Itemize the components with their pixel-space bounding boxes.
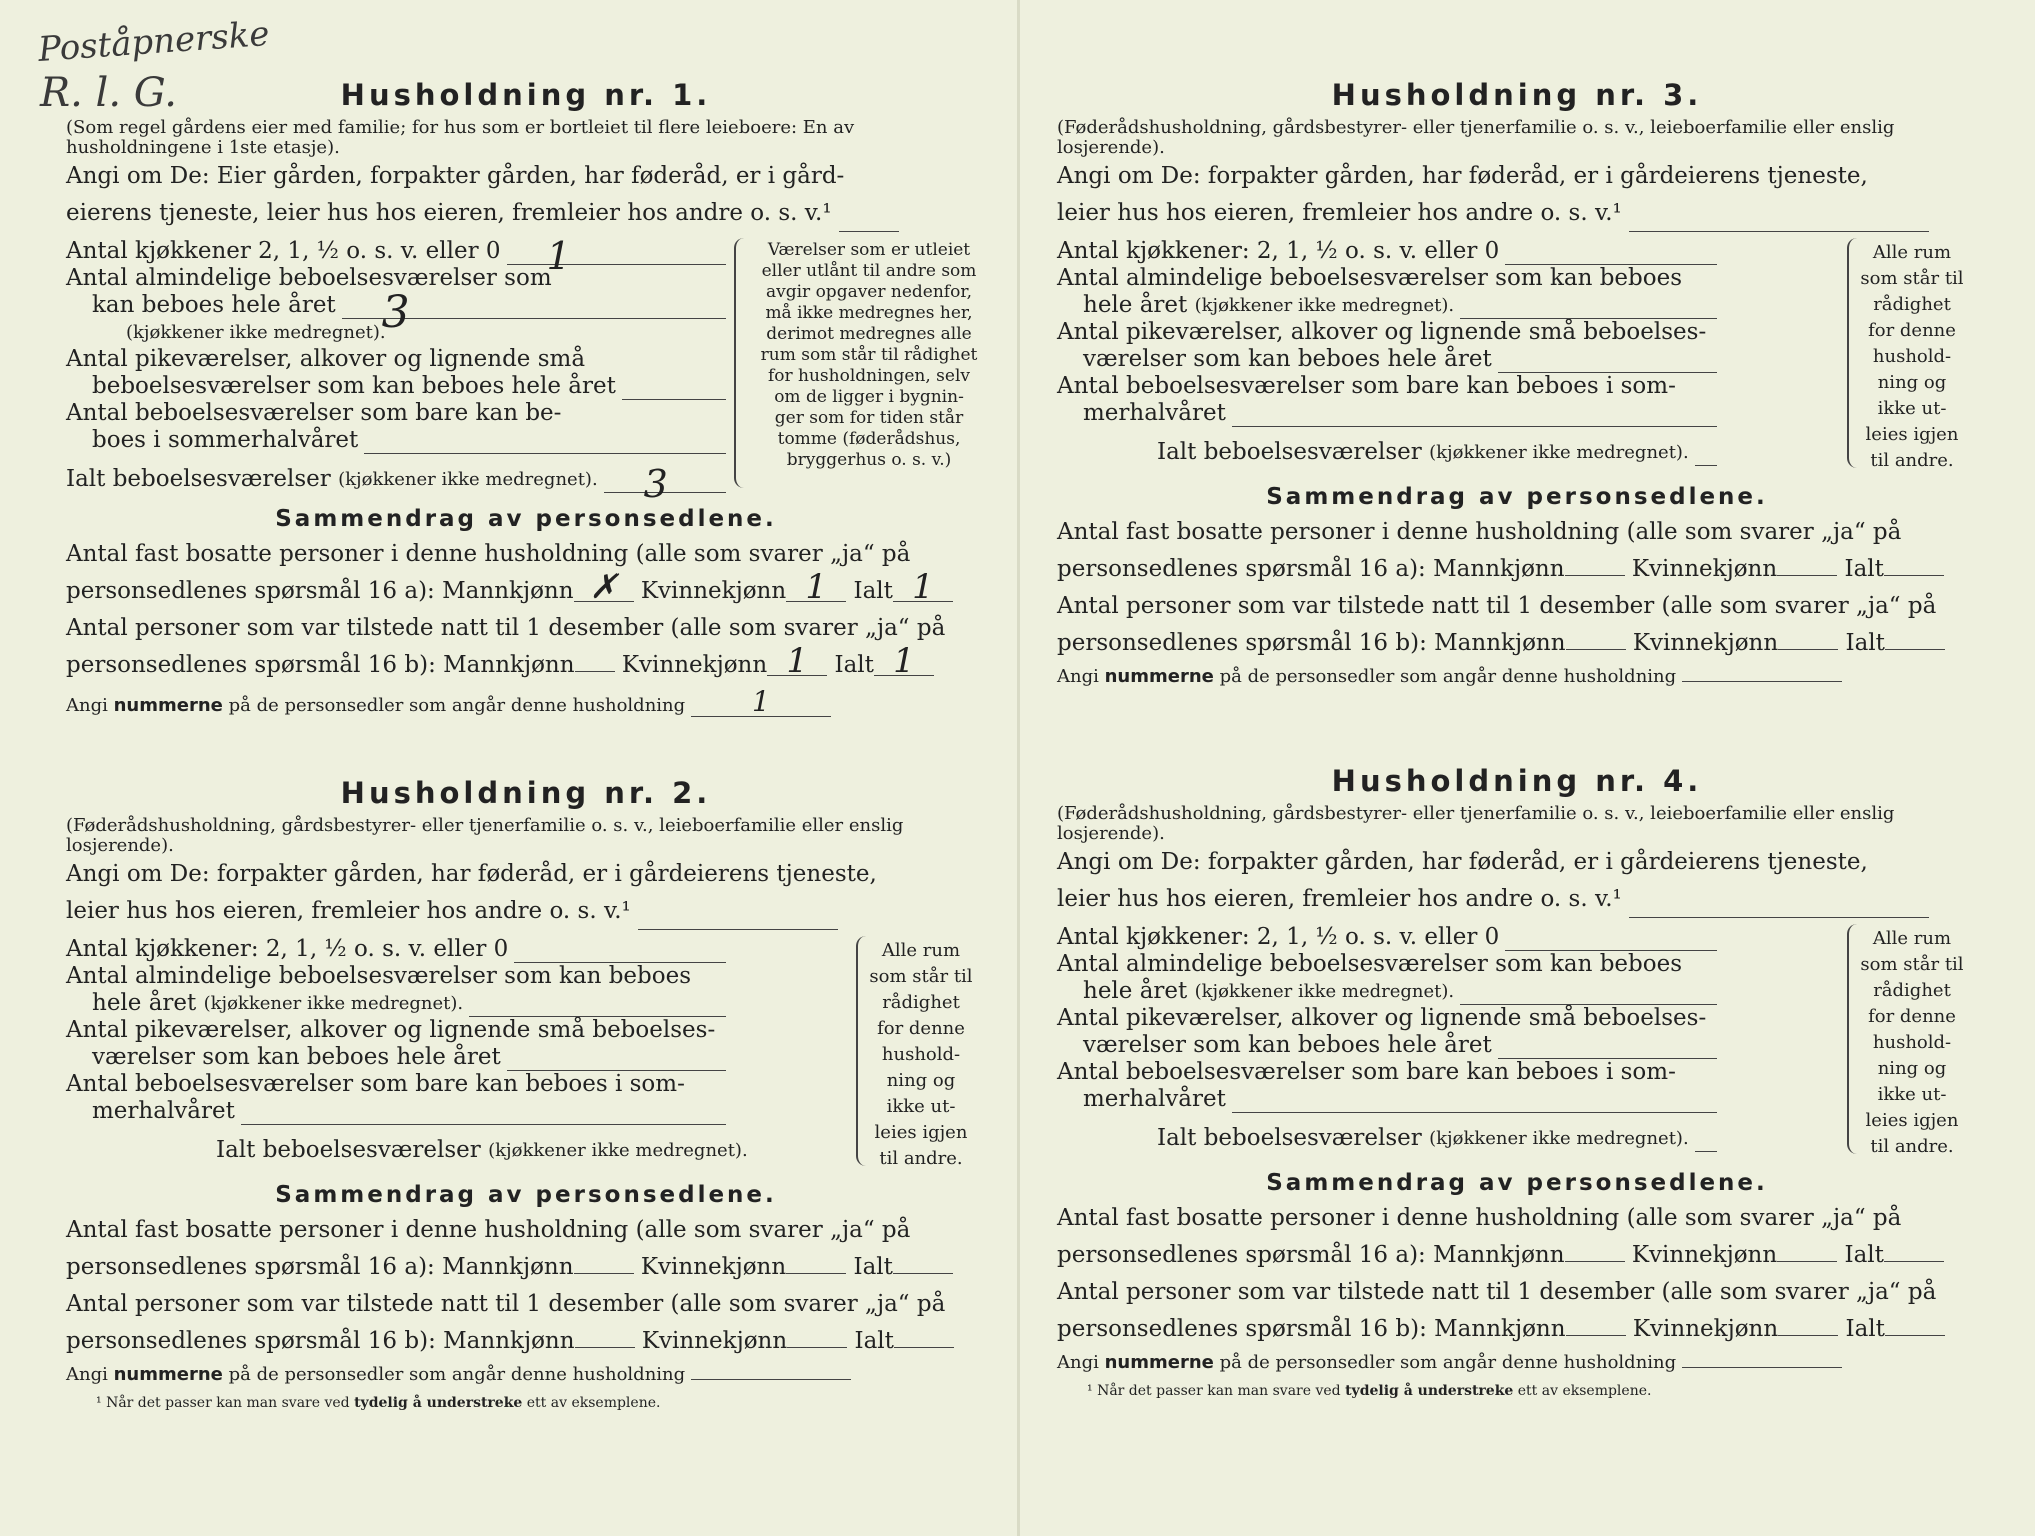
household-4-note: (Føderådshusholdning, gårdsbestyrer- eller tjenerfamilie o. s. v., leieboerfamilie eller enslig losjerende). [1057,803,1895,844]
fast-female-value[interactable]: 1 [786,573,846,602]
present-total-value[interactable] [894,1347,954,1348]
summary-fast-label: Antal fast bosatte personer i denne husholdning (alle som svarer „ja“ på [1057,519,1902,545]
household-3 [1057,78,1977,687]
side-note-rooms: Alle rum som står til rådighet for denne hushold- ning og ikke ut- leies igjen til andre. [1860,242,1964,471]
household-2 [66,776,986,1411]
household-3-ask-a: Angi om De: forpakter gården, har føderåd, er i gårdeierens tjeneste, [1057,163,1868,189]
summary-present-label: Antal personer som var tilstede natt til 1 desember (alle som svarer „ja“ på [1057,593,1937,619]
summary-fast-label: Antal fast bosatte personer i denne husholdning (alle som svarer „ja“ på [66,1217,911,1243]
household-2-ask-b: leier hus hos eieren, fremleier hos andre o. s. v.¹ [66,893,986,930]
summary-title: Sammendrag av personsedlene. [1266,484,1768,510]
summary-fast-row: personsedlenes spørsmål 16 a): Mannkjønn ✗ Kvinnekjønn 1 Ialt 1 [66,573,986,610]
fast-male-value[interactable] [1565,1261,1625,1262]
summary-title: Sammendrag av personsedlene. [275,506,777,532]
summary-present-label: Antal personer som var tilstede natt til 1 desember (alle som svarer „ja“ på [66,1291,946,1317]
fast-male-value[interactable] [574,1273,634,1274]
present-female-value[interactable] [787,1347,847,1348]
rooms-regular-value[interactable]: 3 [342,296,726,319]
household-4-room-rows: Antal kjøkkener: 2, 1, ½ o. s. v. eller 0 Antal almindelige beboelsesværelser som kan beboes hele året (kjøkkener ikke medregnet). Antal pikeværelser, alkover og lignende små beboelses- værelser som kan beboes hele året Antal beboelsesværelser som bare kan beboes i som- merhalvåret Ialt beboelsesværelser (kjøkkener ikke medregnet). [1057,924,1717,1152]
kitchens-label: Antal kjøkkener 2, 1, ½ o. s. v. eller 0 [66,238,501,264]
kitchens-value[interactable] [1505,242,1717,265]
household-3-room-rows: Antal kjøkkener: 2, 1, ½ o. s. v. eller 0 Antal almindelige beboelsesværelser som kan beboes hele året (kjøkkener ikke medregnet). Antal pikeværelser, alkover og lignende små beboelses- værelser som kan beboes hele året Antal beboelsesværelser som bare kan beboes i som- merhalvåret Ialt beboelsesværelser (kjøkkener ikke medregnet). [1057,238,1717,466]
rooms-small-label: Antal pikeværelser, alkover og lignende små [66,346,586,372]
rooms-small-value[interactable] [1498,1036,1717,1059]
household-2-room-rows: Antal kjøkkener: 2, 1, ½ o. s. v. eller 0 Antal almindelige beboelsesværelser som kan beboes hele året (kjøkkener ikke medregnet). Antal pikeværelser, alkover og lignende små beboelses- værelser som kan beboes hele året Antal beboelsesværelser som bare kan beboes i som- merhalvåret Ialt beboelsesværelser (kjøkkener ikke medregnet). [66,936,748,1163]
household-1-ask-a: Angi om De: Eier gården, forpakter gården, har føderåd, er i gård- [66,163,845,189]
present-male-value[interactable] [575,1347,635,1348]
numbers-value[interactable] [1682,1367,1842,1368]
present-male-value[interactable] [1566,1335,1626,1336]
fast-total-value[interactable] [1884,1261,1944,1262]
rooms-regular-value[interactable] [1460,982,1717,1005]
rooms-total-value[interactable] [1695,1129,1717,1152]
household-4-title: Husholdning nr. 4. [1331,764,1703,798]
rooms-summer-label: Antal beboelsesværelser som bare kan be- [66,400,562,426]
numbers-row: Angi nummerne på de personsedler som angår denne husholdning [1057,666,1977,687]
fast-female-value[interactable] [1777,575,1837,576]
summary-present-row: personsedlenes spørsmål 16 b): Mannkjønn Kvinnekjønn Ialt [1057,625,1977,662]
rooms-summer-value[interactable] [1232,1090,1717,1113]
side-note-first: Værelser som er utleiet eller utlånt til andre som avgir opgaver nedenfor, må ikke medregnes her, derimot medregnes alle rum som står til rådighet for husholdningen, selv om de ligger i bygnin- ger som for tiden står tomme (føderådshus, bryggerhus o. s. v.) [760,240,978,470]
rooms-total-value[interactable]: 3 [604,470,726,493]
summary-fast-label: Antal fast bosatte personer i denne husholdning (alle som svarer „ja“ på [66,541,911,567]
household-1-rooms [66,234,986,506]
footnote: ¹ Når det passer kan man svare ved tydelig å understreke ett av eksemplene. [96,1395,661,1411]
present-female-value[interactable] [1778,1335,1838,1336]
present-female-value[interactable] [1778,649,1838,650]
margin-note-1: Poståpnerske [36,13,271,71]
present-female-value[interactable]: 1 [767,647,827,676]
household-3-title: Husholdning nr. 3. [1331,78,1703,112]
numbers-row: Angi nummerne på de personsedler som angår denne husholdning 1 [66,688,986,717]
rooms-small-value[interactable] [1498,350,1717,373]
present-total-value[interactable] [1885,649,1945,650]
fast-total-value[interactable] [1884,575,1944,576]
household-1-ask-b: eierens tjeneste, leier hus hos eieren, fremleier hos andre o. s. v.¹ [66,195,986,232]
summary-present-label: Antal personer som var tilstede natt til 1 desember (alle som svarer „ja“ på [1057,1279,1937,1305]
household-2-note: (Føderådshusholdning, gårdsbestyrer- eller tjenerfamilie o. s. v., leieboerfamilie eller enslig losjerende). [66,815,904,856]
summary-present-row: personsedlenes spørsmål 16 b): Mannkjønn Kvinnekjønn Ialt [1057,1311,1977,1348]
household-2-ask-a: Angi om De: forpakter gården, har føderåd, er i gårdeierens tjeneste, [66,861,877,887]
household-3-ask-b: leier hus hos eieren, fremleier hos andre o. s. v.¹ [1057,195,1977,232]
household-4-ask-a: Angi om De: forpakter gården, har føderåd, er i gårdeierens tjeneste, [1057,849,1868,875]
household-1-note: (Som regel gårdens eier med familie; for hus som er bortleiet til flere leieboere: En av husholdningene i 1ste etasje). [66,117,855,158]
kitchens-value[interactable] [514,940,726,963]
rooms-small-value[interactable] [507,1048,726,1071]
numbers-value[interactable] [1682,681,1842,682]
fast-total-value[interactable]: 1 [893,573,953,602]
fast-total-value[interactable] [893,1273,953,1274]
rooms-regular-value[interactable] [1460,296,1717,319]
footnote: ¹ Når det passer kan man svare ved tydelig å understreke ett av eksemplene. [1087,1383,1652,1399]
rooms-total-label: Ialt beboelsesværelser [66,466,331,492]
household-4 [1057,764,1977,1399]
page-fold [1017,0,1020,1536]
household-1-title: Husholdning nr. 1. [340,78,712,112]
fast-female-value[interactable] [786,1273,846,1274]
side-note-rooms: Alle rum som står til rådighet for denne hushold- ning og ikke ut- leies igjen til andre. [869,940,973,1169]
summary-present-row: personsedlenes spørsmål 16 b): Mannkjønn Kvinnekjønn Ialt [66,1323,986,1360]
summary-fast-label: Antal fast bosatte personer i denne husholdning (alle som svarer „ja“ på [1057,1205,1902,1231]
household-2-title: Husholdning nr. 2. [340,776,712,810]
present-male-value[interactable] [1566,649,1626,650]
margin-note-2: R. l. G. [40,70,178,116]
side-note-rooms: Alle rum som står til rådighet for denne hushold- ning og ikke ut- leies igjen til andre. [1860,928,1964,1157]
fast-female-value[interactable] [1777,1261,1837,1262]
rooms-total-value[interactable] [1695,443,1717,466]
numbers-value[interactable]: 1 [691,688,831,717]
rooms-regular-value[interactable] [469,994,726,1017]
numbers-row: Angi nummerne på de personsedler som angår denne husholdning [66,1364,986,1385]
rooms-summer-value[interactable] [364,431,726,454]
rooms-summer-value[interactable] [1232,404,1717,427]
present-male-value[interactable] [575,671,615,672]
summary-fast-row: personsedlenes spørsmål 16 a): Mannkjønn Kvinnekjønn Ialt [66,1249,986,1286]
numbers-row: Angi nummerne på de personsedler som angår denne husholdning [1057,1352,1977,1373]
household-4-rooms [1057,924,1977,1164]
numbers-value[interactable] [691,1379,851,1380]
present-total-value[interactable]: 1 [874,647,934,676]
summary-present-label: Antal personer som var tilstede natt til 1 desember (alle som svarer „ja“ på [66,615,946,641]
household-3-rooms [1057,238,1977,478]
rooms-regular-label: Antal almindelige beboelsesværelser som [66,265,552,291]
summary-title: Sammendrag av personsedlene. [275,1182,777,1208]
present-total-value[interactable] [1885,1335,1945,1336]
kitchens-value[interactable]: 1 [507,242,726,265]
summary-title: Sammendrag av personsedlene. [1266,1170,1768,1196]
kitchens-value[interactable] [1505,928,1717,951]
summary-fast-row: personsedlenes spørsmål 16 a): Mannkjønn Kvinnekjønn Ialt [1057,551,1977,588]
household-2-rooms [66,936,986,1176]
household-3-note: (Føderådshusholdning, gårdsbestyrer- eller tjenerfamilie o. s. v., leieboerfamilie eller enslig losjerende). [1057,117,1895,158]
rooms-small-value[interactable] [622,377,726,400]
fast-male-value[interactable] [1565,575,1625,576]
rooms-summer-value[interactable] [241,1102,726,1125]
summary-fast-row: personsedlenes spørsmål 16 a): Mannkjønn Kvinnekjønn Ialt [1057,1237,1977,1274]
summary-present-row: personsedlenes spørsmål 16 b): Mannkjønn Kvinnekjønn 1 Ialt 1 [66,647,986,684]
household-1 [66,78,986,717]
household-4-ask-b: leier hus hos eieren, fremleier hos andre o. s. v.¹ [1057,881,1977,918]
household-1-room-rows: Antal kjøkkener 2, 1, ½ o. s. v. eller 0 1 Antal almindelige beboelsesværelser som kan beboes hele året 3 (kjøkkener ikke medregnet). Antal pikeværelser, alkover og lignende små beboelsesværelser som kan beboes hele året Antal beboelsesværelser som bare kan be- boes i sommerhalvåret Ialt beboelsesværelser (kjøkkener ikke medregnet). 3 [66,238,726,493]
fast-male-value[interactable]: ✗ [574,573,634,602]
